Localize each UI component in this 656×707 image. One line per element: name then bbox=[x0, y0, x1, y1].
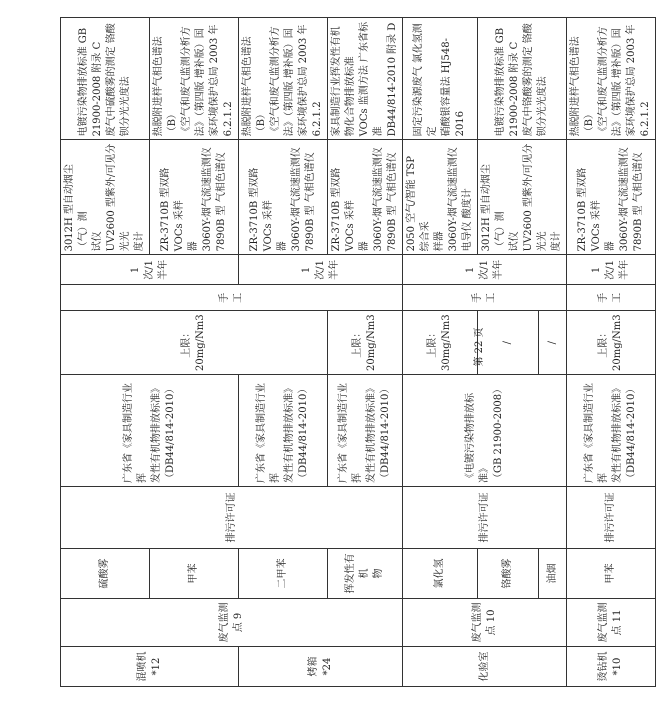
frequency-cell: 1次/1 半年 bbox=[567, 255, 656, 285]
analysis-cell: 热脱附进样气相色谱法（B） 《空气和废气监测分析方 法》（第四版 增补版）国 家环境保护总局 2003 年 6.2.1.2 bbox=[239, 18, 328, 140]
instrument-cell: 3012H 型自动烟尘（气）测 试仪 UV2600 型紫外/可见分光光 度计 bbox=[61, 140, 150, 255]
pollutant-cell: 甲苯 bbox=[567, 549, 656, 599]
analysis-cell: 电镀污染物排放标准 GB 21900-2008 附录 C 废气中铬酸雾的测定 铬酸 钡分光光度法 bbox=[478, 18, 567, 140]
table-row bbox=[567, 18, 656, 687]
limit-cell: / bbox=[539, 311, 567, 375]
item-cell: 排污许可证 bbox=[567, 487, 656, 549]
instrument-cell: ZR-3710B 型双路 VOCs 采样 器 3060Y-烟气流速监测仪 7890B 型 气相色谱仪 bbox=[328, 140, 403, 255]
analysis-cell: 家具制造行业挥发性有机 物化合物排放标准 VOCs 监测方法 广东省标准 DB44/814-2010 附录 D bbox=[328, 18, 403, 140]
table-row bbox=[328, 18, 403, 687]
instrument-cell: 3012H 型自动烟尘（气）测 试仪 UV2600 型紫外/可见分光光 度计 bbox=[478, 140, 567, 255]
method-cell: 手工 bbox=[567, 285, 656, 311]
method-cell: 手工 bbox=[61, 285, 403, 311]
frequency-cell: 1次/1 半年 bbox=[239, 255, 403, 285]
method-cell: 手工 bbox=[403, 285, 567, 311]
location-cell: 废气监测 点 10 bbox=[403, 599, 567, 647]
limit-cell: / bbox=[478, 311, 539, 375]
standard-cell: 广东省《家具制造行业挥 发性有机物排放标准》 （DB44/814-2010） bbox=[567, 375, 656, 487]
standard-cell: 《电镀污染物排放标准》 （GB 21900-2008） bbox=[403, 375, 567, 487]
standard-cell: 广东省《家具制造行业挥 发性有机物排放标准》 （DB44/814-2010） bbox=[61, 375, 239, 487]
instrument-cell: ZR-3710B 型双路 VOCs 采样 器 3060Y-烟气流速监测仪 7890B 型 气相色谱仪 bbox=[150, 140, 239, 255]
pollutant-cell: 铬酸雾 bbox=[478, 549, 539, 599]
pollutant-cell: 挥发性有机 物 bbox=[328, 549, 403, 599]
page-number: 第 22 页 bbox=[474, 327, 485, 367]
analysis-cell: 热脱附进样气相色谱法（B） 《空气和废气监测分析方 法》（第四版 增补版）国 家环境保护总局 2003 年 6.2.1.2 bbox=[150, 18, 239, 140]
item-cell: 排污许可证 bbox=[403, 487, 567, 549]
frequency-cell: 1次/1 半年 bbox=[61, 255, 239, 285]
pollutant-cell: 甲苯 bbox=[150, 549, 239, 599]
pollutant-cell: 硫酸雾 bbox=[61, 549, 150, 599]
monitoring-table bbox=[60, 17, 656, 687]
pollutant-cell: 氯化氢 bbox=[403, 549, 478, 599]
instrument-cell: ZR-3710B 型双路 VOCs 采样 器 3060Y-烟气流速监测仪 7890B 型 气相色谱仪 bbox=[239, 140, 328, 255]
analysis-cell: 电镀污染物排放标准 GB 21900-2008 附录 C 废气中硫酸雾的测定 铬酸 钡分光光度法 bbox=[61, 18, 150, 140]
limit-cell: 上限： 20mg/Nm3 bbox=[328, 311, 403, 375]
standard-cell: 广东省《家具制造行业挥 发性有机物排放标准》 （DB44/814-2010） bbox=[328, 375, 403, 487]
table-row bbox=[478, 18, 539, 687]
table-row bbox=[61, 18, 150, 687]
limit-cell: 上限： 30mg/Nm3 bbox=[403, 311, 478, 375]
workshop-cell: 化验室 bbox=[403, 647, 567, 687]
instrument-cell: ZR-3710B 型双路 VOCs 采样 器 3060Y-烟气流速监测仪 7890B 型 气相色谱仪 bbox=[567, 140, 656, 255]
item-cell: 排污许可证 bbox=[61, 487, 403, 549]
pollutant-cell: 油烟 bbox=[539, 549, 567, 599]
instrument-cell: 2050 空气/智能 TSP 综合采 样器 3060Y-烟气流速监测仪 电导仪 酸度计 bbox=[403, 140, 478, 255]
table-row bbox=[403, 18, 478, 687]
workshop-cell: 烤箱*24 bbox=[239, 647, 403, 687]
workshop-cell: 混喷机 *12 bbox=[61, 647, 239, 687]
location-cell: 废气监测 点 9 bbox=[61, 599, 403, 647]
limit-cell: 上限： 20mg/Nm3 bbox=[567, 311, 656, 375]
analysis-cell: 固定污染源废气 氯化氢测 定 硝酸银容量法 HJ548-2016 bbox=[403, 18, 478, 140]
pollutant-cell: 二甲苯 bbox=[239, 549, 328, 599]
workshop-cell: 烫钻机 *10 bbox=[567, 647, 656, 687]
analysis-cell: 热脱附进样气相色谱法（B） 《空气和废气监测分析方 法》（第四版 增补版）国 家环境保护总局 2003 年 6.2.1.2 bbox=[567, 18, 656, 140]
standard-cell: 广东省《家具制造行业挥 发性有机物排放标准》 （DB44/814-2010） bbox=[239, 375, 328, 487]
frequency-cell: 1次/1 半年 bbox=[403, 255, 567, 285]
limit-cell: 上限： 20mg/Nm3 bbox=[61, 311, 328, 375]
location-cell: 废气监测 点 11 bbox=[567, 599, 656, 647]
